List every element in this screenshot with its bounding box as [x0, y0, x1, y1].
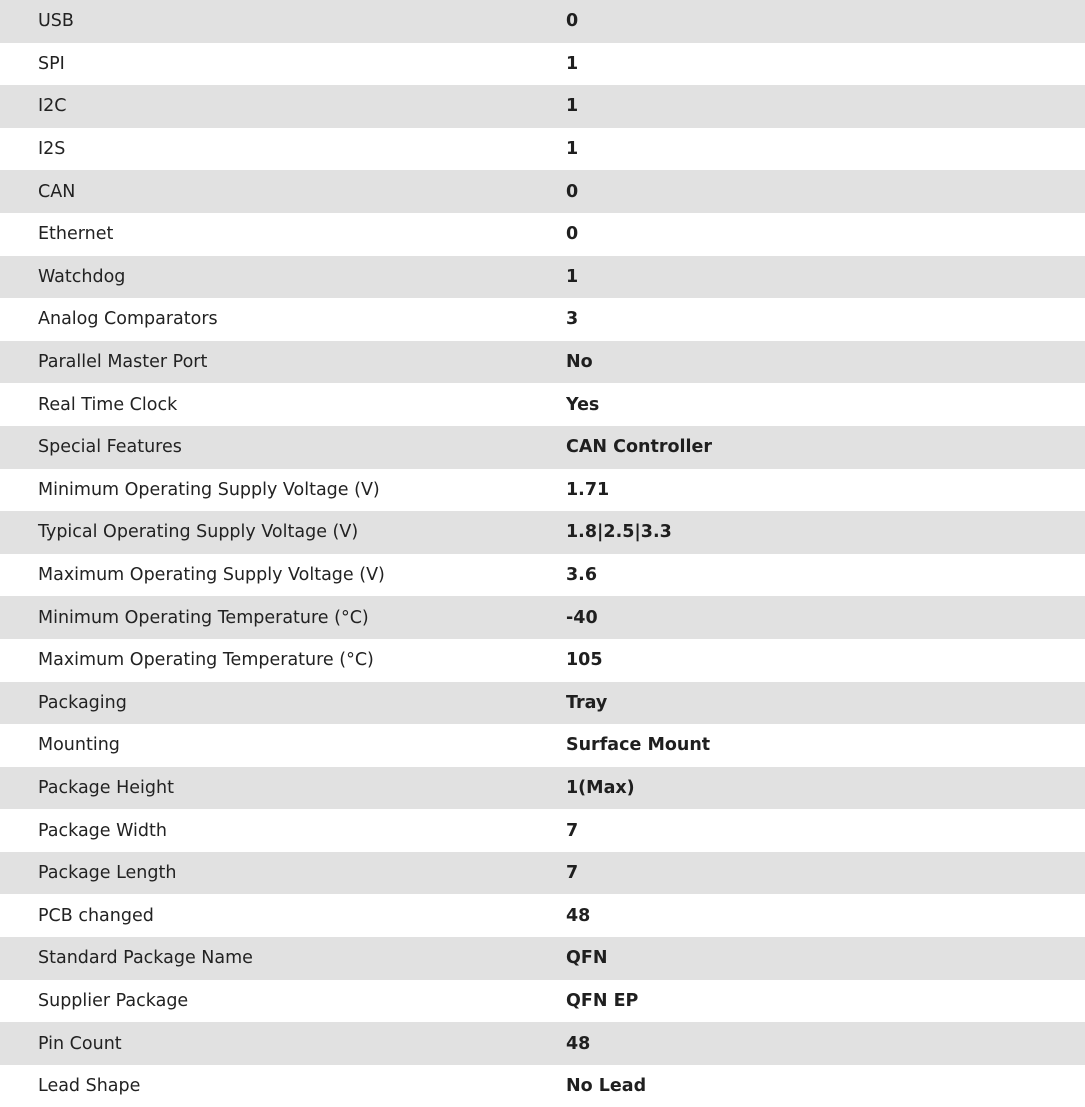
spec-row [0, 639, 1085, 682]
spec-row [0, 894, 1085, 937]
spec-value: 105 [566, 650, 603, 671]
spec-value: 1 [566, 96, 579, 117]
spec-label: Typical Operating Supply Voltage (V) [38, 522, 359, 543]
spec-label: Mounting [38, 735, 120, 756]
spec-row [0, 341, 1085, 384]
spec-row [0, 767, 1085, 810]
spec-row [0, 43, 1085, 86]
spec-row [0, 980, 1085, 1023]
spec-label: Analog Comparators [38, 309, 218, 330]
spec-label: Minimum Operating Supply Voltage (V) [38, 479, 380, 500]
spec-label: Maximum Operating Supply Voltage (V) [38, 565, 385, 586]
spec-label: Parallel Master Port [38, 352, 208, 373]
spec-value: 0 [566, 11, 579, 32]
spec-label: Ethernet [38, 224, 114, 245]
spec-value: 7 [566, 863, 579, 884]
spec-label: Supplier Package [38, 990, 189, 1011]
spec-label: Packaging [38, 692, 127, 713]
spec-value: No [566, 352, 593, 373]
spec-row [0, 85, 1085, 128]
spec-row [0, 213, 1085, 256]
spec-row [0, 383, 1085, 426]
spec-value: Tray [566, 692, 608, 713]
spec-value: CAN Controller [566, 437, 712, 458]
spec-value: 1.71 [566, 479, 610, 500]
spec-label: Real Time Clock [38, 394, 178, 415]
spec-label: SPI [38, 53, 65, 74]
spec-value: 48 [566, 905, 591, 926]
spec-row [0, 1065, 1085, 1107]
spec-row [0, 128, 1085, 171]
spec-row [0, 0, 1085, 43]
spec-row [0, 298, 1085, 341]
spec-label: PCB changed [38, 905, 154, 926]
spec-row [0, 809, 1085, 852]
spec-row [0, 596, 1085, 639]
spec-row [0, 511, 1085, 554]
spec-label: I2C [38, 96, 67, 117]
spec-row [0, 724, 1085, 767]
spec-row [0, 469, 1085, 512]
spec-label: USB [38, 11, 74, 32]
spec-value: QFN EP [566, 990, 639, 1011]
spec-value: Yes [566, 394, 600, 415]
spec-value: 0 [566, 181, 579, 202]
spec-label: Lead Shape [38, 1076, 141, 1097]
spec-value: 48 [566, 1033, 591, 1054]
spec-value: 7 [566, 820, 579, 841]
spec-value: 1 [566, 53, 579, 74]
spec-value: 0 [566, 224, 579, 245]
spec-label: Watchdog [38, 266, 126, 287]
spec-value: 1.8|2.5|3.3 [566, 522, 672, 543]
spec-row [0, 1022, 1085, 1065]
spec-row [0, 682, 1085, 725]
spec-label: CAN [38, 181, 76, 202]
spec-value: No Lead [566, 1076, 647, 1097]
spec-label: Package Width [38, 820, 167, 841]
spec-value: 1 [566, 266, 579, 287]
spec-value: 1 [566, 139, 579, 160]
spec-label: Standard Package Name [38, 948, 253, 969]
spec-label: I2S [38, 139, 66, 160]
spec-value: QFN [566, 948, 608, 969]
spec-value: 3.6 [566, 565, 598, 586]
spec-row [0, 937, 1085, 980]
spec-label: Maximum Operating Temperature (°C) [38, 650, 374, 671]
spec-value: 3 [566, 309, 579, 330]
spec-label: Special Features [38, 437, 182, 458]
spec-value: 1(Max) [566, 777, 635, 798]
spec-row [0, 852, 1085, 895]
spec-value: Surface Mount [566, 735, 711, 756]
spec-row [0, 554, 1085, 597]
spec-row [0, 170, 1085, 213]
spec-label: Pin Count [38, 1033, 122, 1054]
spec-label: Minimum Operating Temperature (°C) [38, 607, 369, 628]
spec-label: Package Height [38, 777, 174, 798]
spec-label: Package Length [38, 863, 177, 884]
spec-row [0, 426, 1085, 469]
spec-row [0, 256, 1085, 299]
spec-value: -40 [566, 607, 598, 628]
